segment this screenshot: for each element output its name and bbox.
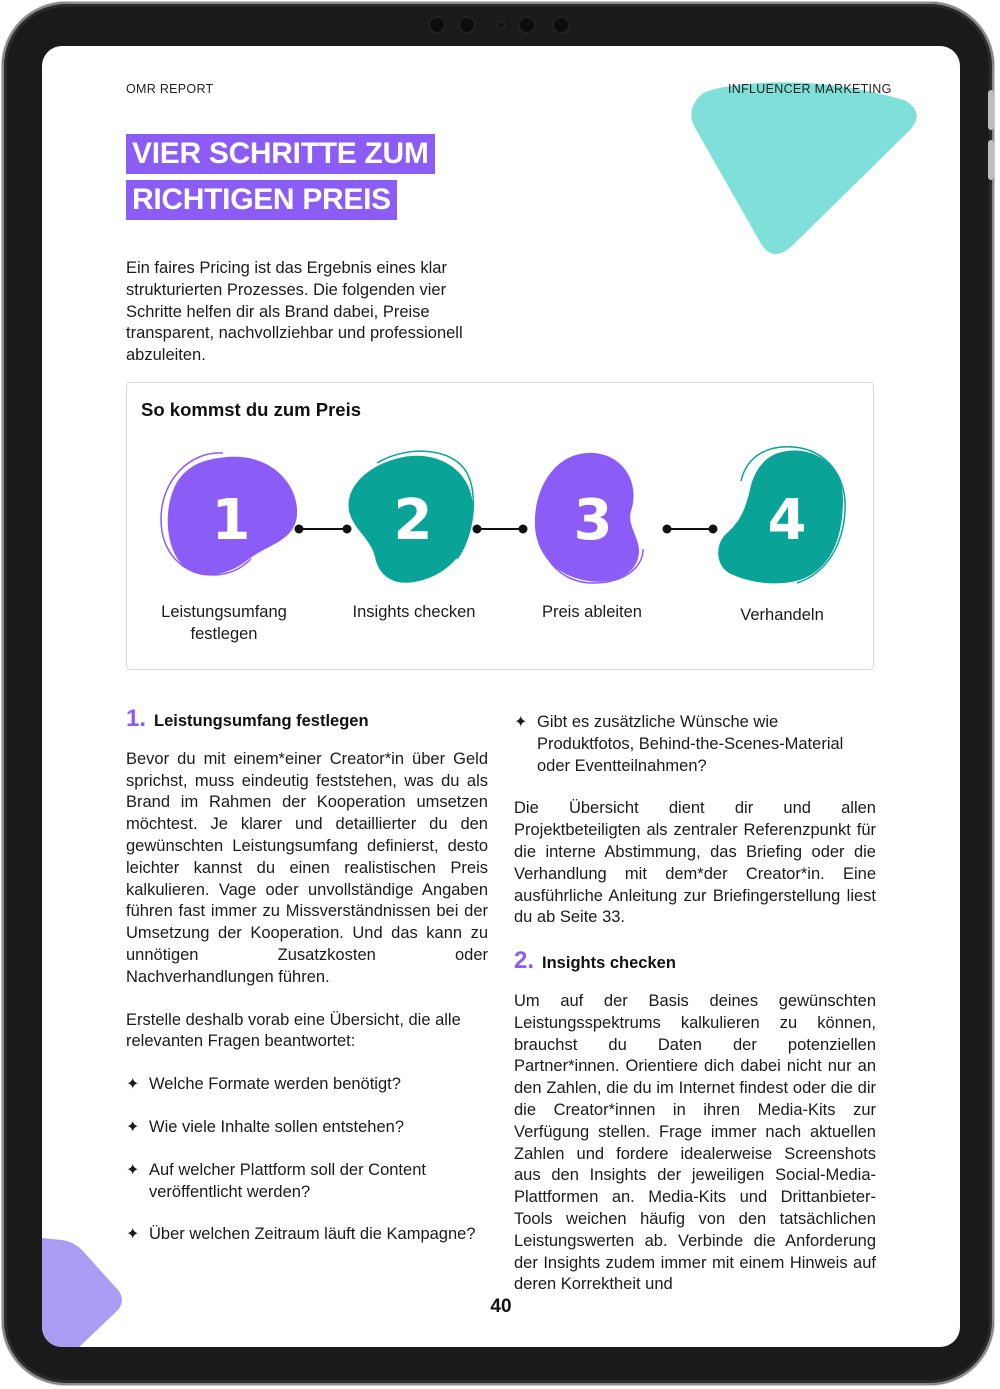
list-item: ✦ Auf welcher Plattform soll der Content veröffentlicht werden? <box>126 1160 488 1204</box>
sensor-icon <box>518 16 536 34</box>
intro-text: Ein faires Pricing ist das Ergebnis eines klar strukturierten Prozesses. Die folgenden vier Schritte helfen dir als Brand dabei, Preise transparent, nachvollziehbar und professionell abzuleiten. <box>126 259 463 365</box>
camera-icon <box>428 16 446 34</box>
star-bullet-icon: ✦ <box>126 1118 140 1136</box>
star-bullet-icon: ✦ <box>126 1161 140 1179</box>
section-1-heading <box>126 705 488 733</box>
list-item: ✦ Wie viele Inhalte sollen entstehen? <box>126 1117 488 1139</box>
step-4-number: 4 <box>767 488 807 553</box>
step-3-number: 3 <box>573 488 613 553</box>
steps-box-title: So kommst du zum Preis <box>141 399 361 420</box>
section-1-paragraph: Bevor du mit einem*einer Creator*in über Geld sprichst, muss eindeutig feststehen, was du als Brand im Rahmen der Kooperation umsetzen möchtest. Je klarer und detaillierter du den gewünschten Leistungsumfang definierst, desto leichter kannst du einen realistischen Preis kalkulieren. Vage oder unvollständige Angaben führen fast immer zu Missverständnissen bei der Umsetzung der Kooperation. Und das kann zu unnötigen Zusatzkosten oder Nachverhandlungen führen. <box>126 749 488 986</box>
list-item: ✦ Gibt es zusätzliche Wünsche wie Produktfotos, Behind-the-Scenes-Material oder Eventteilnahmen? <box>514 712 876 777</box>
section-2-paragraph: Um auf der Basis deines gewünschten Leistungsspektrums kalkulieren zu können, brauchst du Daten der potenziellen Partner*innen. Orientiere dich dabei nicht nur an den Zahlen, die du im Internet findest oder die dir die Creator*innen in ihren Media-Kits zur Verfügung stellen. Frage immer nach aktuellen Zahlen und fordere idealerweise Screenshots aus den Insights der jeweiligen Social-Media-Plattformen an. Media-Kits und Drittanbieter-Tools weichen häufig von den tatsächlichen Leistungswerten ab. Verbinde die Anforderung der Insights zudem immer mit einem Hinweis auf deren Korrektheit und <box>514 991 876 1294</box>
step-4-label: Verhandeln <box>740 606 824 624</box>
title-line-1: VIER SCHRITTE ZUM <box>126 134 435 174</box>
camera-bar <box>422 13 582 37</box>
decorative-corner-shape <box>42 1236 132 1347</box>
step-1-label: Leistungsumfang festlegen <box>161 603 287 643</box>
volume-button <box>988 140 994 180</box>
page-number: 40 <box>490 1296 512 1317</box>
steps-diagram <box>127 441 873 591</box>
section-1-title: Leistungsumfang festlegen <box>154 712 369 730</box>
section-1-paragraph: Erstelle deshalb vorab eine Übersicht, die alle relevanten Fragen beantwortet: <box>126 1010 461 1051</box>
decorative-triangle <box>672 64 932 284</box>
step-4-blob <box>718 447 845 584</box>
section-2-title: Insights checken <box>542 954 676 973</box>
section-label: INFLUENCER MARKETING <box>728 82 892 96</box>
list-item: ✦ Welche Formate werden benötigt? <box>126 1074 488 1096</box>
star-bullet-icon: ✦ <box>514 714 528 731</box>
title-line-2: RICHTIGEN PREIS <box>126 180 397 220</box>
list-item: ✦ Über welchen Zeitraum läuft die Kampagne? <box>126 1224 488 1246</box>
section-1-number: 1. <box>126 705 147 732</box>
step-2-blob <box>349 451 474 583</box>
left-column <box>126 705 488 1267</box>
section-2-number: 2. <box>514 947 535 975</box>
step-1-blob <box>161 453 297 575</box>
step-3-blob <box>535 453 643 583</box>
step-2-label: Insights checken <box>352 603 476 621</box>
sensor-icon <box>552 16 570 34</box>
star-bullet-icon: ✦ <box>126 1076 140 1094</box>
camera-lens-icon <box>496 20 506 30</box>
section-1-paragraph: Die Übersicht dient dir und allen Projektbeteiligten als zentraler Referenzpunkt für die interne Abstimmung, das Briefing oder die Verhandlung mit dem*der Creator*in. Eine ausführliche Anleitung zur Briefingerstellung liest du ab Seite 33. <box>514 799 876 927</box>
section-2-heading <box>514 947 876 975</box>
sensor-icon <box>458 16 476 34</box>
tablet-frame <box>2 2 994 1385</box>
volume-button <box>988 90 994 130</box>
right-column <box>514 712 876 1317</box>
step-1-number: 1 <box>211 488 251 553</box>
document-page[interactable] <box>42 46 960 1347</box>
star-bullet-icon: ✦ <box>126 1226 140 1244</box>
report-label: OMR REPORT <box>126 82 214 96</box>
step-2-number: 2 <box>393 488 433 553</box>
step-3-label: Preis ableiten <box>542 603 642 621</box>
page-title <box>126 134 435 226</box>
steps-box <box>126 382 874 670</box>
